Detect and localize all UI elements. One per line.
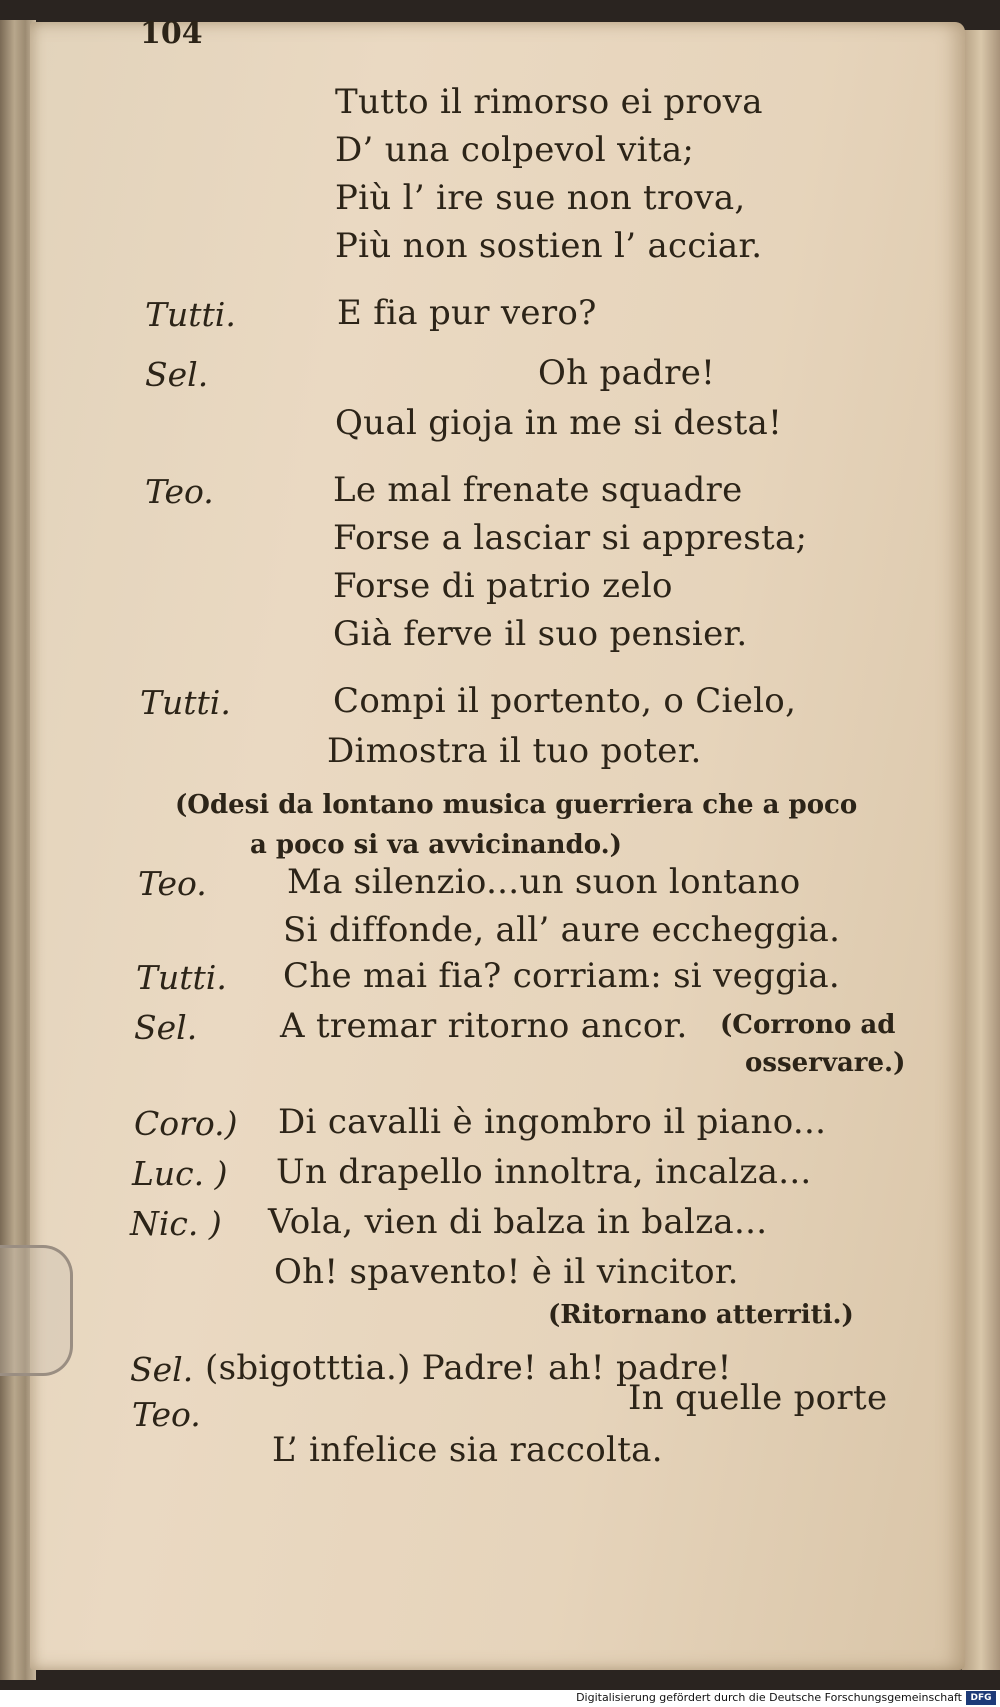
- verse-line: (sbigotttia.) Padre! ah! padre!: [205, 1348, 732, 1388]
- verse-line: Ma silenzio...un suon lontano: [287, 862, 801, 902]
- speaker-name: Nic. ): [130, 1204, 222, 1243]
- verse-line: Che mai fia? corriam: si veggia.: [283, 956, 841, 996]
- speaker-name: Tutti.: [140, 683, 231, 722]
- stage-direction: (Corrono ad: [720, 1010, 896, 1040]
- speaker-name: Teo.: [132, 1395, 201, 1434]
- verse-line: Oh padre!: [538, 353, 716, 393]
- verse-line: Qual gioja in me si desta!: [335, 403, 783, 443]
- stage-direction: osservare.): [745, 1048, 906, 1078]
- stage-direction: a poco si va avvicinando.): [250, 830, 622, 860]
- speaker-name: Sel.: [130, 1350, 194, 1389]
- speaker-name: Luc. ): [132, 1154, 228, 1193]
- verse-line: Forse a lasciar si appresta;: [333, 518, 808, 558]
- verse-line: Più l’ ire sue non trova,: [335, 178, 746, 218]
- verse-line: Più non sostien l’ acciar.: [335, 226, 763, 266]
- verse-line: Dimostra il tuo poter.: [327, 731, 702, 771]
- speaker-name: Sel.: [145, 355, 209, 394]
- verse-line: Forse di patrio zelo: [333, 566, 673, 606]
- verse-line: Di cavalli è ingombro il piano...: [278, 1102, 827, 1142]
- verse-line: In quelle porte: [628, 1378, 888, 1418]
- stage-direction: (Odesi da lontano musica guerriera che a poco: [175, 790, 858, 820]
- speaker-name: Sel.: [134, 1008, 198, 1047]
- speaker-name: Coro.): [134, 1104, 238, 1143]
- verse-line: Oh! spavento! è il vincitor.: [274, 1252, 739, 1292]
- footer-bar: [0, 1690, 1000, 1707]
- verse-line: Vola, vien di balza in balza...: [268, 1202, 768, 1242]
- footer-credit: Digitalisierung gefördert durch die Deutsche Forschungsgemeinschaft: [576, 1691, 962, 1704]
- verse-line: Compi il portento, o Cielo,: [333, 681, 797, 721]
- speaker-name: Tutti.: [145, 295, 236, 334]
- dfg-logo: DFG: [966, 1691, 996, 1705]
- stage-direction: (Ritornano atterriti.): [548, 1300, 854, 1330]
- verse-line: Tutto il rimorso ei prova: [335, 82, 763, 122]
- speaker-name: Teo.: [138, 864, 207, 903]
- verse-line: E fia pur vero?: [337, 293, 597, 333]
- verse-line: Si diffonde, all’ aure eccheggia.: [283, 910, 841, 950]
- verse-line: L’ infelice sia raccolta.: [272, 1430, 663, 1470]
- verse-line: Già ferve il suo pensier.: [333, 614, 748, 654]
- page-number: 104: [140, 16, 203, 51]
- speaker-name: Tutti.: [136, 958, 227, 997]
- verse-line: A tremar ritorno ancor.: [280, 1006, 688, 1046]
- verse-line: Un drapello innoltra, incalza...: [276, 1152, 812, 1192]
- speaker-name: Teo.: [145, 472, 214, 511]
- verse-line: Le mal frenate squadre: [333, 470, 743, 510]
- right-page-edges: [962, 30, 1000, 1670]
- verse-line: D’ una colpevol vita;: [335, 130, 695, 170]
- page-clip: [0, 1245, 73, 1376]
